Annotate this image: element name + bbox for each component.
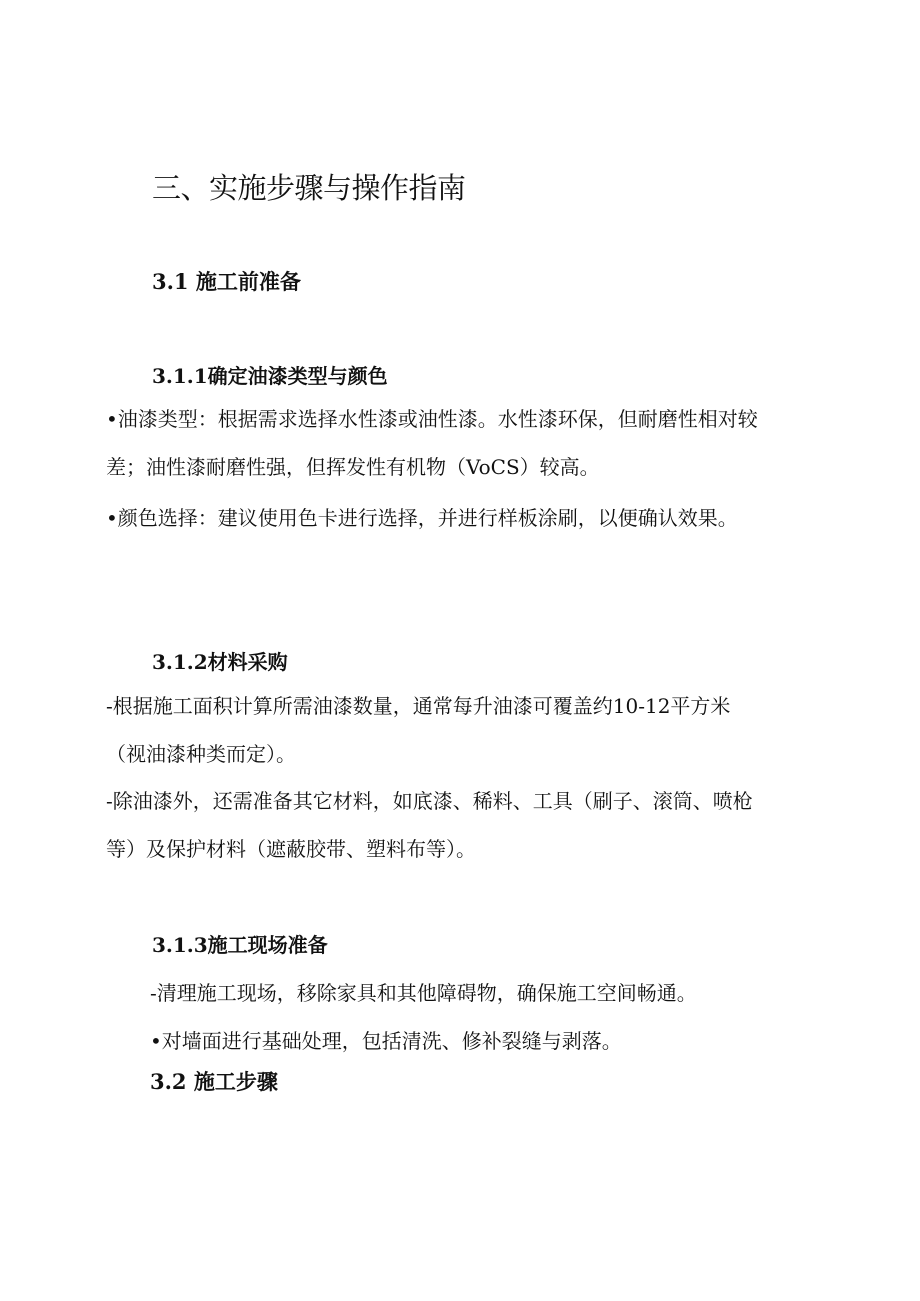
bullet: • [106, 506, 118, 530]
heading-3-2 [150, 1066, 278, 1096]
heading-3-1-number: 3.1 [152, 269, 189, 294]
heading-3-1-2: 3.1.2材料采购 [152, 650, 288, 674]
paint-type-text: ：根据需求选择水性漆或油性漆。水性漆环保，但耐磨性相对较差；油性漆耐磨性强，但挥发性有机物（VoCS）较高。 [106, 407, 758, 479]
site-prep-item-1: -清理施工现场，移除家具和其他障碍物，确保施工空间畅通。 [150, 981, 697, 1005]
heading-3-2-text: 施工步骤 [193, 1070, 278, 1094]
heading-3-1-3: 3.1.3施工现场准备 [152, 933, 328, 957]
section-title: 三、实施步骤与操作指南 [152, 171, 466, 205]
site-prep-item-2: •对墙面进行基础处理，包括清洗、修补裂缝与剥落。 [150, 1029, 622, 1053]
heading-3-1-1: 3.1.1确定油漆类型与颜色 [152, 364, 388, 388]
paint-type-item [106, 395, 766, 491]
material-item-1: -根据施工面积计算所需油漆数量，通常每升油漆可覆盖约10-12平方米（视油漆种类而定）。 [106, 694, 731, 766]
color-choice-item [106, 494, 766, 542]
material-item-2: -除油漆外，还需准备其它材料，如底漆、稀料、工具（刷子、滚筒、喷枪等）及保护材料（遮蔽胶带、塑料布等）。 [106, 789, 753, 861]
heading-3-1 [152, 266, 301, 296]
paint-type-label: 油漆类型 [117, 407, 198, 431]
bullet: • [106, 407, 118, 431]
heading-3-2-number: 3.2 [150, 1069, 187, 1094]
color-choice-label: 颜色选择 [117, 506, 198, 530]
heading-3-1-text: 施工前准备 [195, 270, 301, 294]
color-choice-text: ：建议使用色卡进行选择，并进行样板涂刷，以便确认效果。 [197, 506, 738, 530]
